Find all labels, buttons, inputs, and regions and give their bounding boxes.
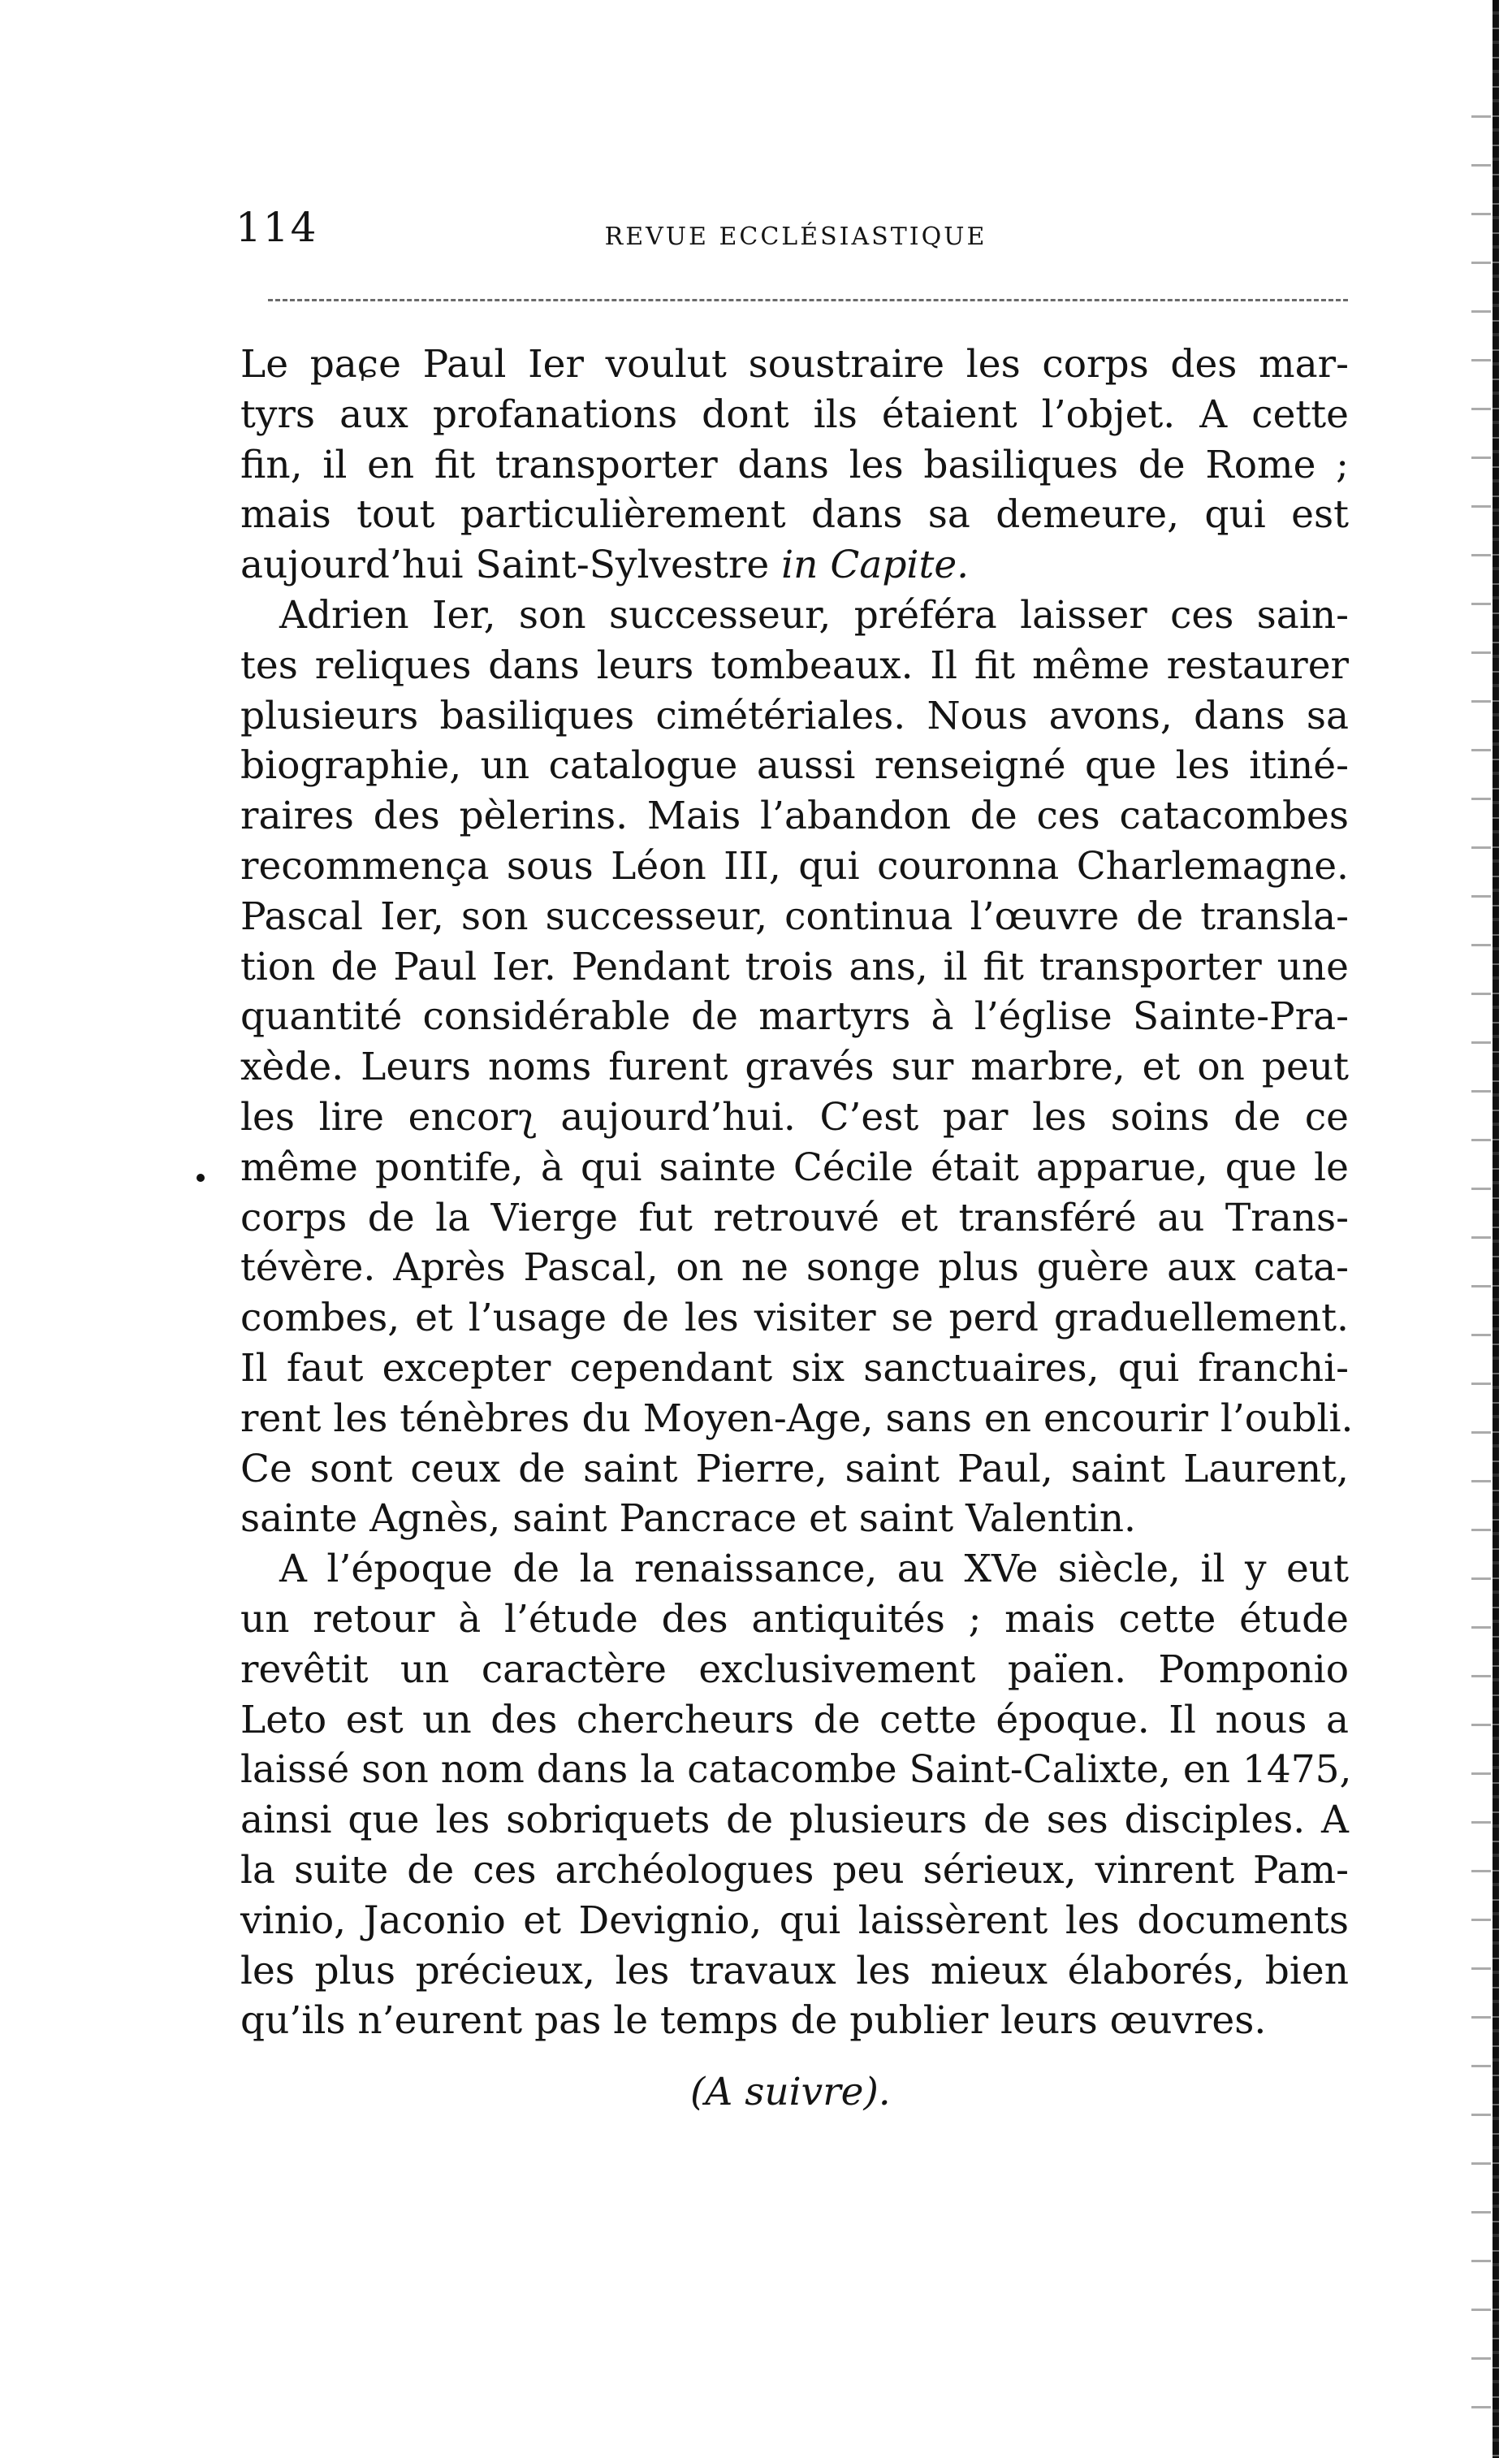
text-line: quantité considérable de martyrs à l’église Sainte-Pra- (240, 994, 1349, 1040)
page-number: 114 (235, 204, 318, 251)
text-line: raires des pèlerins. Mais l’abandon de ces catacombes (240, 794, 1349, 839)
margin-mark (197, 1174, 205, 1182)
text-line (240, 540, 1349, 591)
binding-edge (1493, 0, 1499, 2458)
text-line: biographie, un catalogue aussi renseigné que les itiné- (240, 743, 1349, 789)
text-line: tyrs aux profanations dont ils étaient l’objet. A cette (240, 392, 1349, 437)
text-line: les lire encorʅ aujourd’hui. C’est par les soins de ce (240, 1094, 1349, 1140)
text-line: mais tout particulièrement dans sa demeure, qui est (240, 492, 1349, 538)
text-line: tion de Paul Ier. Pendant trois ans, il fit transporter une (240, 944, 1349, 989)
header-rule (268, 299, 1348, 301)
text-line: vinio, Jaconio et Devignio, qui laissèrent les documents (240, 1898, 1349, 1943)
text-line: tes reliques dans leurs tombeaux. Il fit même restaurer (240, 643, 1349, 688)
text-line: même pontife, à qui sainte Cécile était apparue, que le (240, 1145, 1349, 1190)
italic-place-name: in Capite. (781, 543, 970, 588)
text-line: revêtit un caractère exclusivement païen. Pomponio (240, 1647, 1349, 1692)
text-line: qu’ils n’eurent pas le temps de publier leurs œuvres. (240, 1998, 1267, 2044)
text-line: Pascal Ier, son successeur, continua l’œuvre de transla- (240, 894, 1349, 939)
text-line: Il faut excepter cependant six sanctuaires, qui franchi- (240, 1345, 1349, 1391)
binding-shadow (1471, 97, 1491, 2437)
text-line: laissé son nom dans la catacombe Saint-Calixte, en 1475, (240, 1747, 1352, 1793)
text-line: les plus précieux, les travaux les mieux élaborés, bien (240, 1948, 1349, 1993)
text-line: recommença sous Léon III, qui couronna Charlemagne. (240, 843, 1349, 889)
text-line: rent les ténèbres du Moyen-Age, sans en encourir l’oubli. (240, 1396, 1354, 1441)
text-line: Adrien Ier, son successeur, préféra laisser ces sain- (279, 592, 1349, 638)
text-line: fin, il en fit transporter dans les basiliques de Rome ; (240, 442, 1349, 487)
text-line: sainte Agnès, saint Pancrace et saint Valentin. (240, 1496, 1136, 1542)
text-line: tévère. Après Pascal, on ne songe plus guère aux cata- (240, 1245, 1349, 1291)
text-line: Le paɕe Paul Ier voulut soustraire les corps des mar- (240, 342, 1349, 387)
body-text (240, 340, 1354, 2046)
text-line: Leto est un des chercheurs de cette époque. Il nous a (240, 1697, 1349, 1742)
text-line: plusieurs basiliques cimétériales. Nous avons, dans sa (240, 693, 1349, 738)
text-line: Ce sont ceux de saint Pierre, saint Paul, saint Laurent, (240, 1446, 1349, 1491)
text-line: xède. Leurs noms furent gravés sur marbre, et on peut (240, 1045, 1349, 1090)
text-line: corps de la Vierge fut retrouvé et transféré au Trans- (240, 1195, 1349, 1240)
text-line: A l’époque de la renaissance, au XVe siècle, il y eut (279, 1547, 1349, 1592)
text-line: la suite de ces archéologues peu sérieux, vinrent Pam- (240, 1847, 1349, 1893)
text-line: un retour à l’étude des antiquités ; mais cette étude (240, 1596, 1349, 1642)
text-line-start: aujourd’hui Saint-Sylvestre (240, 543, 782, 588)
to-be-continued: (A suivre). (690, 2070, 891, 2114)
text-line: ainsi que les sobriquets de plusieurs de ses disciples. A (240, 1798, 1349, 1843)
running-title: REVUE ECCLÉSIASTIQUE (604, 223, 987, 251)
text-line: combes, et l’usage de les visiter se perd graduellement. (240, 1296, 1349, 1341)
